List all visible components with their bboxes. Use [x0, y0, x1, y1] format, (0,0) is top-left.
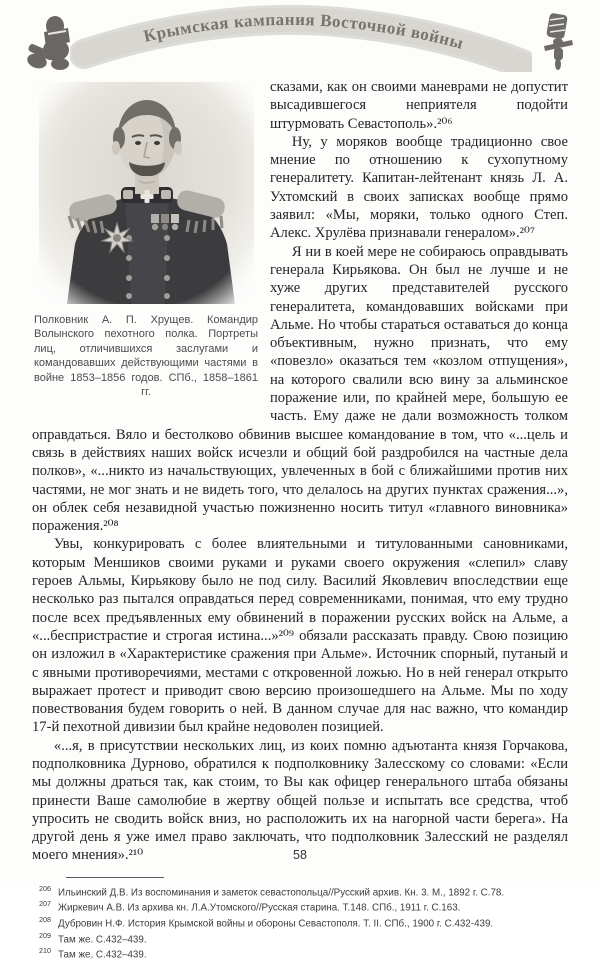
soldier-right-icon [534, 10, 580, 74]
footnote-item [32, 945, 568, 961]
paragraph: Увы, конкурировать с более влиятельными и титулованными сановниками, которым Меншиков своими руками и руками своего окружения «слепил» славу героев Альмы, Кирьякову было не под силу. Василий Яковлевич впоследствии еще несколько раз пытался оправдаться перед современниками, понимая, что ему трудно после всех предъявленных ему обвинений в поражении русских войск на Альме, а «...беспристрастие и строгая истина...»²⁰⁹ обязали рассказать правду. Свою позицию он изложил в «Характеристике сражения при Альме». Источник спорный, путаный и с явными противоречиями, местами с откровенной ложью. Но в ней генерал открыто выражает протест и приводит свою версию произошедшего на Альме. Мы по ходу повествования будем говорить о ней. В данном случае для нас важно, что командир 17-й пехотной дивизии был крайне недоволен позицией. [32, 536, 568, 736]
portrait-caption: Полковник А. П. Хрущев. Командир Волынского пехотного полка. Портреты лиц, отличившихся заслугами и командовавших действующими частями в войне 1853–1856 годов. СПб., 1858–1861 гг. [34, 314, 258, 399]
paragraph: «...я, в присутствии нескольких лиц, из коих помню адъютанта князя Горчакова, подполковника Дурново, обратился к подполковнику Залесскому со словами: «Если мы должны драться так, как стоим, то Вы как офицер генерального штаба обязаны принести Ваше самолюбие в жертву общей пользе и испытать все средства, чтоб упросить не сводить войск вниз, но расположить их на нагорной части берега». На другой день я уже имел право заключать, что подполковник Залесский не разделял моего мнения».²¹⁰ [32, 737, 568, 864]
footnote-number: 210 [39, 946, 51, 956]
footnote-number: 208 [39, 915, 51, 925]
portrait-engraving [39, 82, 254, 304]
footnote-text: Жиркевич А.В. Из архива кн. Л.А.Утомского//Русская старина. Т.148. СПб., 1911 г. С.163. [58, 902, 461, 914]
article-body [0, 74, 600, 865]
paragraph: Ну, у моряков вообще традиционно свое мнение по отношению к сухопутному генералитету. Капитан-лейтенант князь Л. А. Ухтомский в своих записках вообще прямо заявил: «Мы, моряки, только одного Степ. Алекс. Хрулёва признавали генералом».²⁰⁷ [270, 133, 568, 242]
footnote-item [32, 883, 568, 899]
footnote-text: Ильинский Д.В. Из воспоминания и заметок севастопольца//Русский архив. Кн. 3. М., 1892 г. С.78. [58, 887, 505, 899]
page-header [0, 0, 600, 74]
banner-ribbon [70, 4, 532, 72]
footnote-item [32, 898, 568, 914]
footnote-item [32, 914, 568, 930]
paragraph: сказами, как он своими маневрами не допустит высадившегося неприятеля подойти штурмовать Севастополь».²⁰⁶ [270, 79, 568, 132]
footnote-text: Там же. С.432–439. [58, 949, 147, 961]
banner-text: Крымская кампания Восточной войны [141, 9, 466, 53]
paragraph: Я ни в коей мере не собираюсь оправдывать генерала Кирьякова. Он был не лучше и не хуже других представителей русского генералитета, командовавших войсками при Альме. Но чтобы стараться оставаться до конца объективным, нужно признать, что ему «повезло» оказаться тем «козлом отпущения», на которого свалили всю вину за альминское поражение или, по крайней мере, большую ее часть. Ему даже не дали возможность толком оправдаться. Вяло и бестолково обвинив высшее командование в том, что «...цель и связь в действиях наших войск исчезли и общий бой раздробился на частные дела полков», «...никто из начальствующих, увлеченных в бой с ближайшими против них частями, не мог знать и не видеть того, что делалось на других пунктах сражения...», он облек себя незавидной участью пожизненно носить титул «главного виновника» поражения.²⁰⁸ [32, 243, 568, 535]
footnote-divider [66, 877, 164, 878]
portrait-figure [32, 82, 260, 399]
footnote-number: 209 [39, 930, 51, 940]
footnotes-list [32, 883, 568, 961]
page-number: 58 [293, 848, 307, 862]
footnote-text: Дубровин Н.Ф. История Крымской войны и обороны Севастополя. Т. II. СПб., 1900 г. С.432-439. [58, 918, 494, 930]
footnote-number: 207 [39, 899, 51, 909]
footnote-number: 206 [39, 883, 51, 893]
footnotes-section [0, 877, 600, 961]
footnote-item [32, 930, 568, 946]
footnote-text: Там же. С.432–439. [58, 934, 147, 946]
